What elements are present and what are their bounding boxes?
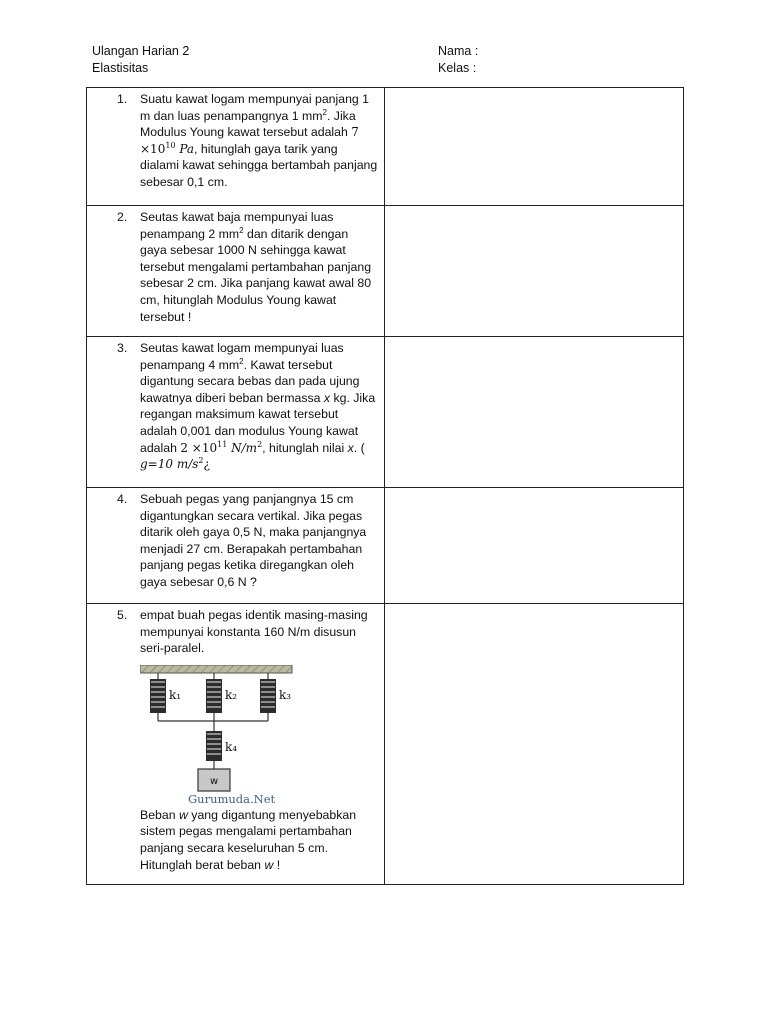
math-expression: $7 \times 10^{10}$ Pa — [140, 125, 359, 156]
answer-cell[interactable] — [385, 604, 684, 885]
exam-subject: Elastisitas — [92, 61, 149, 75]
question-cell — [87, 488, 385, 604]
spring-k4 — [206, 721, 222, 769]
table-row — [87, 604, 684, 885]
class-label: Kelas : — [438, 61, 477, 75]
label-k4: k₄ — [225, 739, 238, 754]
weight-label: w — [210, 775, 219, 787]
table-row — [87, 88, 684, 206]
spring-diagram — [140, 665, 308, 805]
question-2: 2. Seutas kawat baja mempunyai luas penampang 2 $mm^2$ dan ditarik dengan gaya sebesar 1000 N sehingga kawat tersebut mengalami pertambahan panjang sebesar 2 cm. Jika panjang kawat awal 80 cm, hitunglah Modulus Young kawat tersebut ! — [117, 210, 372, 324]
question-5: 5. empat buah pegas identik masing-masing mempunyai konstanta 160 N/m disusun seri-paralel. k₁ k₂ k₃ k₄ w Gurumuda.Net Beban w yang digantung menyebabkan sistem pegas mengalami pertambahan panjang secara keseluruhan 5 cm. Hitunglah berat beban w ! — [117, 608, 368, 872]
question-number: 3. — [117, 341, 128, 355]
question-cell — [87, 88, 385, 206]
question-cell — [87, 337, 385, 488]
question-1: 1. Suatu kawat logam mempunyai panjang 1 m dan luas penampangnya 1 $mm^2$. Jika Modulus Young kawat tersebut adalah $7 \times 10^{10}$ Pa, hitunglah gaya tarik yang dialami kawat sehingga bertambah panjang sebesar 0,1 cm. — [117, 92, 378, 189]
answer-cell[interactable] — [385, 488, 684, 604]
math-expression: $2 \times 10^{11}$ $N/m^2$ — [180, 439, 263, 455]
answer-cell[interactable] — [385, 337, 684, 488]
table-row — [87, 337, 684, 488]
question-number: 4. — [117, 492, 128, 506]
answer-cell[interactable] — [385, 206, 684, 337]
header-right — [438, 43, 478, 77]
table-row — [87, 206, 684, 337]
spring-k1 — [150, 673, 166, 721]
label-k1: k₁ — [169, 687, 182, 702]
name-label: Nama : — [438, 44, 479, 58]
question-number: 5. — [117, 608, 128, 622]
question-3: 3. Seutas kawat logam mempunyai luas penampang 4 $mm^2$. Kawat tersebut digantung secara bebas dan pada ujung kawatnya diberi beban bermassa x kg. Jika regangan maksimum kawat tersebut adalah 0,001 dan modulus Young kawat adalah $2 \times 10^{11}$ $N/m^2$, hitunglah nilai x. ( g=10 $m/s^2¿$ — [117, 341, 376, 472]
header-left — [92, 43, 189, 77]
label-k3: k₃ — [279, 687, 292, 702]
question-4: 4. Sebuah pegas yang panjangnya 15 cm digantungkan secara vertikal. Jika pegas ditarik oleh gaya 0,5 N, maka panjangnya menjadi 27 cm. Berapakah pertambahan panjang pegas ketika diregangkan oleh gaya sebesar 0,6 N ? — [117, 492, 367, 589]
spring-k3 — [260, 673, 276, 721]
label-k2: k₂ — [225, 687, 238, 702]
question-table — [86, 87, 684, 885]
credit-watermark: Gurumuda.Net — [188, 791, 276, 805]
question-cell — [87, 604, 385, 885]
exam-title: Ulangan Harian 2 — [92, 44, 190, 58]
question-number: 2. — [117, 210, 128, 224]
question-cell — [87, 206, 385, 337]
answer-cell[interactable] — [385, 88, 684, 206]
table-row — [87, 488, 684, 604]
question-number: 1. — [117, 92, 128, 106]
spring-k2 — [206, 673, 222, 721]
math-expression: g=10 $m/s^2¿$ — [140, 456, 210, 472]
